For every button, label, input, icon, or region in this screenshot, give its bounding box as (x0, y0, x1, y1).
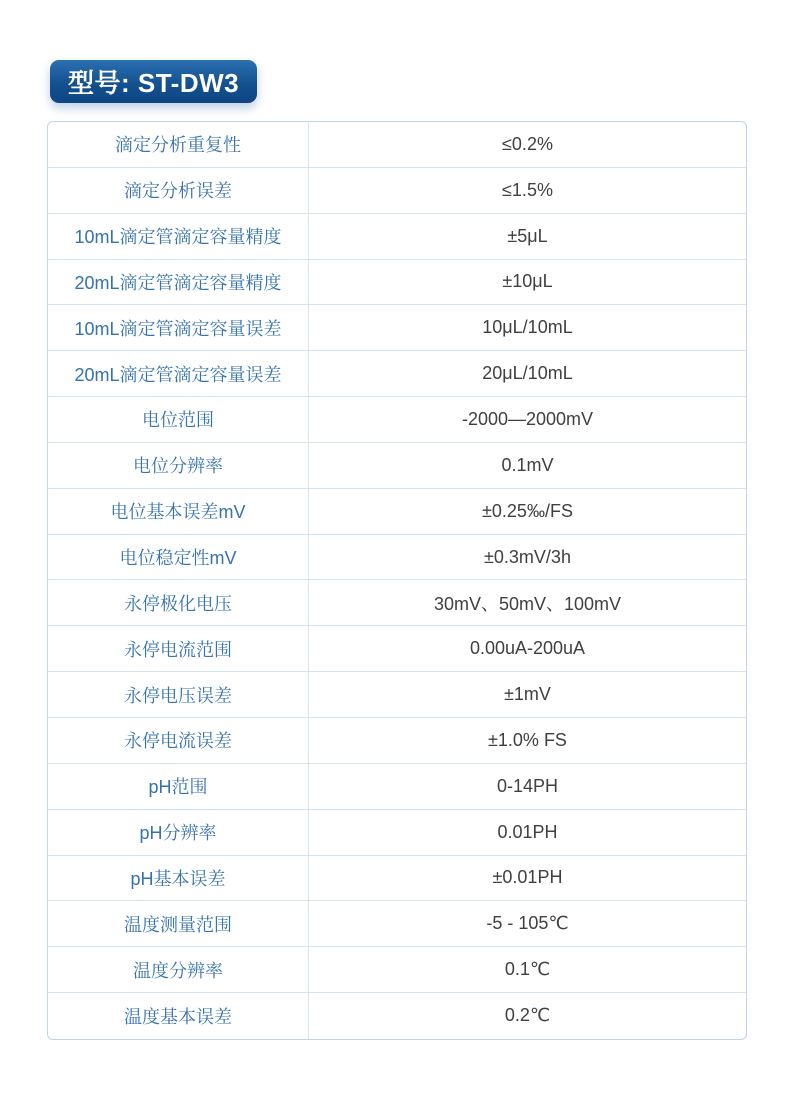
spec-label: 20mL滴定管滴定容量精度 (48, 260, 309, 305)
spec-label: pH范围 (48, 764, 309, 809)
spec-value: ±1mV (504, 684, 551, 705)
spec-value: 10μL/10mL (482, 317, 573, 338)
spec-value: 0-14PH (496, 775, 559, 796)
spec-label: pH分辨率 (48, 810, 309, 855)
spec-label: 10mL滴定管滴定容量误差 (48, 305, 309, 350)
spec-value: 30mV、50mV、100mV (433, 593, 622, 614)
spec-label: 滴定分析误差 (48, 168, 309, 213)
spec-table (47, 121, 747, 1040)
spec-label: 永停电压误差 (48, 672, 309, 717)
spec-label: 20mL滴定管滴定容量误差 (48, 351, 309, 396)
spec-row (48, 901, 746, 947)
spec-row (48, 397, 746, 443)
spec-row (48, 626, 746, 672)
spec-row (48, 443, 746, 489)
spec-label: 温度分辨率 (48, 947, 309, 992)
spec-row (48, 947, 746, 993)
spec-row (48, 535, 746, 581)
spec-label: 永停极化电压 (48, 580, 309, 625)
spec-label: 温度基本误差 (48, 993, 309, 1039)
spec-value: 0.1℃ (504, 959, 551, 980)
spec-value: ±0.3mV/3h (484, 546, 571, 567)
spec-row (48, 168, 746, 214)
spec-label: pH基本误差 (48, 856, 309, 901)
spec-label: 电位基本误差mV (48, 489, 309, 534)
spec-label: 永停电流范围 (48, 626, 309, 671)
spec-value: ±10μL (502, 271, 553, 292)
spec-label: 温度测量范围 (48, 901, 309, 946)
spec-value: ±5μL (507, 225, 548, 246)
spec-value: ±1.0% FS (488, 729, 567, 750)
spec-label: 电位分辨率 (48, 443, 309, 488)
spec-value: ≤1.5% (502, 179, 553, 200)
spec-value: 0.2℃ (504, 1005, 551, 1026)
spec-label: 电位范围 (48, 397, 309, 442)
spec-row (48, 489, 746, 535)
spec-row (48, 351, 746, 397)
spec-value: 0.01PH (497, 821, 558, 842)
spec-row (48, 580, 746, 626)
spec-row (48, 672, 746, 718)
spec-row (48, 810, 746, 856)
spec-label: 永停电流误差 (48, 718, 309, 763)
spec-value: ≤0.2% (502, 133, 553, 154)
spec-label: 10mL滴定管滴定容量精度 (48, 214, 309, 259)
spec-value: 0.1mV (501, 454, 554, 475)
spec-row (48, 718, 746, 764)
spec-row (48, 260, 746, 306)
spec-row (48, 122, 746, 168)
spec-row (48, 305, 746, 351)
spec-value: -2000—2000mV (461, 408, 594, 429)
spec-value: ±0.25‰/FS (482, 500, 573, 521)
spec-row (48, 764, 746, 810)
spec-value: 0.00uA-200uA (469, 638, 586, 659)
spec-row (48, 856, 746, 902)
spec-value: -5 - 105℃ (486, 913, 569, 934)
spec-value: ±0.01PH (492, 867, 563, 888)
spec-row (48, 214, 746, 260)
spec-label: 电位稳定性mV (48, 535, 309, 580)
spec-value: 20μL/10mL (482, 363, 573, 384)
model-badge: 型号: ST-DW3 (50, 60, 257, 103)
spec-row (48, 993, 746, 1039)
spec-label: 滴定分析重复性 (48, 122, 309, 167)
